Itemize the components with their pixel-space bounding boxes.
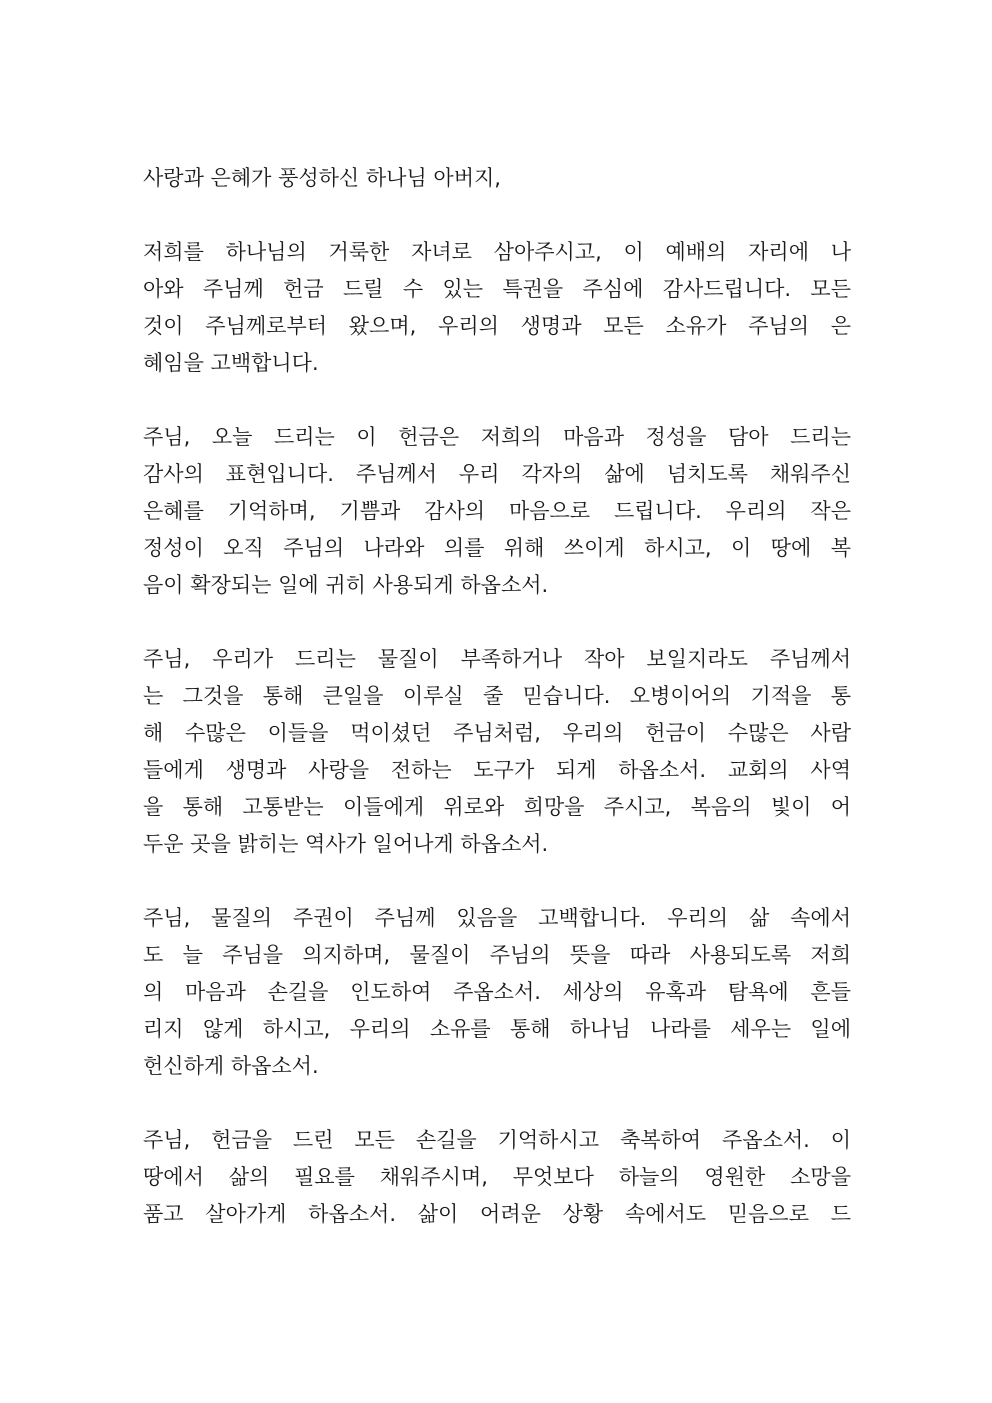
paragraph-line: 은혜를 기억하며, 기쁨과 감사의 마음으로 드립니다. 우리의 작은 xyxy=(143,499,851,523)
paragraph-line: 주님, 오늘 드리는 이 헌금은 저희의 마음과 정성을 담아 드리는 xyxy=(143,425,851,449)
paragraph-line: 음이 확장되는 일에 귀히 사용되게 하옵소서. xyxy=(143,573,549,597)
paragraph-2 xyxy=(143,419,851,604)
paragraph-line: 는 그것을 통해 큰일을 이루실 줄 믿습니다. 오병이어의 기적을 통 xyxy=(143,684,851,708)
paragraph-line: 땅에서 삶의 필요를 채워주시며, 무엇보다 하늘의 영원한 소망을 xyxy=(143,1165,851,1189)
paragraph-line: 감사의 표현입니다. 주님께서 우리 각자의 삶에 넘치도록 채워주신 xyxy=(143,462,851,486)
greeting-line: 사랑과 은혜가 풍성하신 하나님 아버지, xyxy=(143,166,501,190)
paragraph-5 xyxy=(143,1122,851,1233)
paragraph-line: 것이 주님께로부터 왔으며, 우리의 생명과 모든 소유가 주님의 은 xyxy=(143,314,851,338)
paragraph-3 xyxy=(143,641,851,863)
paragraph-line: 저희를 하나님의 거룩한 자녀로 삼아주시고, 이 예배의 자리에 나 xyxy=(143,240,851,264)
paragraph-line: 주님, 물질의 주권이 주님께 있음을 고백합니다. 우리의 삶 속에서 xyxy=(143,906,851,930)
paragraph-line: 을 통해 고통받는 이들에게 위로와 희망을 주시고, 복음의 빛이 어 xyxy=(143,795,851,819)
paragraph-line: 의 마음과 손길을 인도하여 주옵소서. 세상의 유혹과 탐욕에 흔들 xyxy=(143,980,851,1004)
paragraph-line: 품고 살아가게 하옵소서. 삶이 어려운 상황 속에서도 믿음으로 드 xyxy=(143,1202,851,1226)
paragraph-line: 헌신하게 하옵소서. xyxy=(143,1054,319,1078)
paragraph-line: 주님, 우리가 드리는 물질이 부족하거나 작아 보일지라도 주님께서 xyxy=(143,647,851,671)
greeting-paragraph xyxy=(143,160,851,197)
paragraph-line: 아와 주님께 헌금 드릴 수 있는 특권을 주심에 감사드립니다. 모든 xyxy=(143,277,851,301)
prayer-text xyxy=(143,160,851,1270)
paragraph-line: 두운 곳을 밝히는 역사가 일어나게 하옵소서. xyxy=(143,832,549,856)
paragraph-line: 주님, 헌금을 드린 모든 손길을 기억하시고 축복하여 주옵소서. 이 xyxy=(143,1128,851,1152)
paragraph-line: 도 늘 주님을 의지하며, 물질이 주님의 뜻을 따라 사용되도록 저희 xyxy=(143,943,851,967)
paragraph-1 xyxy=(143,234,851,382)
paragraph-line: 리지 않게 하시고, 우리의 소유를 통해 하나님 나라를 세우는 일에 xyxy=(143,1017,851,1041)
paragraph-line: 해 수많은 이들을 먹이셨던 주님처럼, 우리의 헌금이 수많은 사람 xyxy=(143,721,851,745)
paragraph-line: 혜임을 고백합니다. xyxy=(143,351,319,375)
paragraph-line: 정성이 오직 주님의 나라와 의를 위해 쓰이게 하시고, 이 땅에 복 xyxy=(143,536,851,560)
paragraph-4 xyxy=(143,900,851,1085)
paragraph-line: 들에게 생명과 사랑을 전하는 도구가 되게 하옵소서. 교회의 사역 xyxy=(143,758,851,782)
